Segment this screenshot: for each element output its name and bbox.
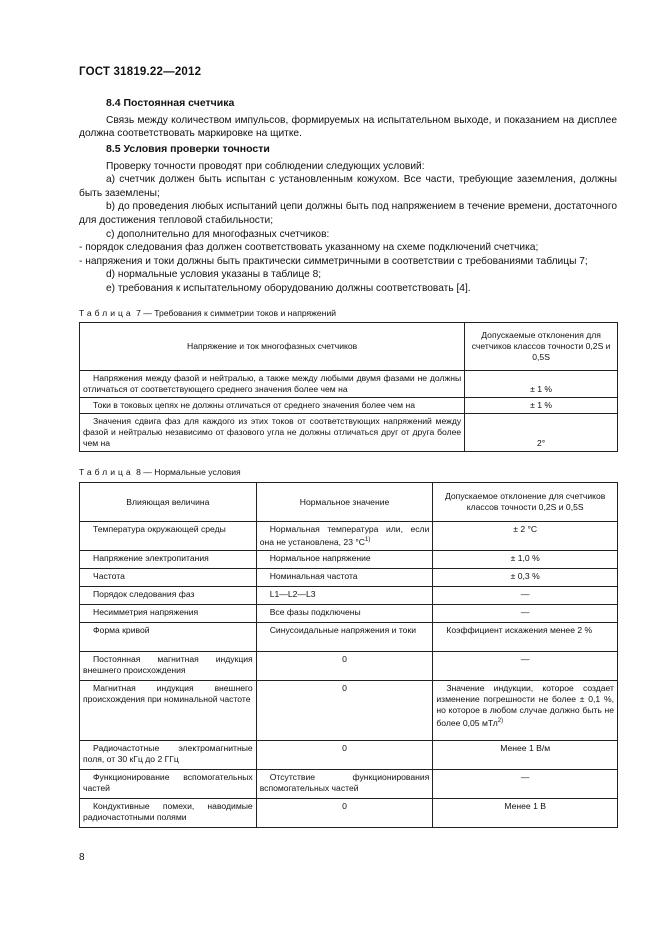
table-row [80,605,618,623]
table-cell: Кондуктивные помехи, наводимые радиочастотными полями [80,799,257,828]
table-cell: 2° [465,414,618,452]
document-header: ГОСТ 31819.22—2012 [79,66,202,78]
footnote-mark: 1) [365,537,371,543]
table-cell: Нормальное напряжение [256,551,433,569]
table-cell: — [433,587,618,605]
cell-text: Нормальная температура или, если она не установлена, 23 °С [259,524,430,547]
caption-text: 7 — Требования к симметрии токов и напряжений [136,308,337,318]
table-row [80,652,618,681]
table-7 [79,322,618,452]
table-cell: Магнитная индукция внешнего происхождения при номинальной частоте [80,681,257,741]
table-cell: Постоянная магнитная индукция внешнего происхождения [80,652,257,681]
table-cell: ± 0,3 % [433,569,618,587]
paragraph: Проверку точности проводят при соблюдении следующих условий: [106,160,425,172]
table-cell: Форма кривой [80,623,257,652]
table-cell: 0 [256,799,433,828]
caption-text: 8 — Нормальные условия [136,467,241,477]
table-cell: Коэффициент искажения менее 2 % [433,623,618,652]
table-cell: — [433,652,618,681]
table-cell: Синусоидальные напряжения и токи [256,623,433,652]
paragraph: c) дополнительно для многофазных счетчиков: [106,228,330,240]
table-cell: Значения сдвига фаз для каждого из этих токов от соответствующих напряжений между фазой и нейтралью независимо от фазового угла не должны отличаться друг от друга более чем на [80,414,465,452]
table-cell: 0 [256,681,433,741]
table8-header-2: Нормальное значение [256,483,433,522]
table-cell: Все фазы подключены [256,605,433,623]
table-cell [433,681,618,741]
table-cell: ± 1 % [465,371,618,398]
footnote-mark: 2) [497,718,504,724]
table7-caption [79,308,336,318]
table-cell: Частота [80,569,257,587]
table-row [80,681,618,741]
table-cell: 0 [256,741,433,770]
paragraph: - напряжения и токи должны быть практически симметричными в соответствии с требованиями таблицы 7; [79,255,588,267]
table8-header-1: Влияющая величина [80,483,257,522]
table-cell: Температура окружающей среды [80,522,257,551]
table-row [80,569,618,587]
table-cell: L1—L2—L3 [256,587,433,605]
table-cell: Несимметрия напряжения [80,605,257,623]
table-cell [256,522,433,551]
table-row [80,551,618,569]
page-number: 8 [79,852,85,863]
table7-header-2: Допускаемые отклонения для счетчиков классов точности 0,2S и 0,5S [465,323,618,371]
table-cell: Токи в токовых цепях не должны отличаться от среднего значения более чем на [80,398,465,414]
cell-text: Значение индукции, которое создает изменение погрешности не более ± 0,1 %, но которое в любом случае должно быть не более 0,05 мТл [436,683,614,728]
table7-header-1: Напряжение и ток многофазных счетчиков [80,323,465,371]
table8-header-3: Допускаемое отклонение для счетчиков классов точности 0,2S и 0,5S [433,483,618,522]
section-8-5 [79,143,617,296]
table-cell: Отсутствие функционирования вспомогательных частей [256,770,433,799]
section-8-4-title: 8.4 Постоянная счетчика [106,97,235,109]
table8-caption [79,467,241,477]
table-cell: ± 1 % [465,398,618,414]
table-cell: Номинальная частота [256,569,433,587]
table-cell: 0 [256,652,433,681]
paragraph: d) нормальные условия указаны в таблице 8; [106,269,322,281]
table-cell: Радиочастотные электромагнитные поля, от 30 кГц до 2 ГГц [80,741,257,770]
table-cell: Функционирование вспомогательных частей [80,770,257,799]
section-8-4-text: Связь между количеством импульсов, формируемых на испытательном выходе, и показанием на дисплее должна соответствовать маркировке на щитке. [79,114,617,140]
table-row [80,623,618,652]
table-cell: Напряжения между фазой и нейтралью, а также между любыми двумя фазами не должны отличаться от соответствующего среднего значения более чем на [80,371,465,398]
table-cell: — [433,605,618,623]
table-row [80,741,618,770]
table-cell: Менее 1 В/м [433,741,618,770]
table-row [80,587,618,605]
table-cell: ± 1,0 % [433,551,618,569]
paragraph: a) счетчик должен быть испытан с установленным кожухом. Все части, требующие заземления, должны быть заземлены; [79,174,617,199]
table-row [80,770,618,799]
table-row [80,799,618,828]
table-cell: Порядок следования фаз [80,587,257,605]
table-cell: Напряжение электропитания [80,551,257,569]
caption-label: Таблица [79,308,134,318]
caption-label: Таблица [79,467,134,477]
paragraph: b) до проведения любых испытаний цепи должны быть под напряжением в течение времени, достаточного для достижения тепловой стабильности; [79,201,617,226]
section-8-5-title: 8.5 Условия проверки точности [106,143,270,155]
section-8-4 [79,97,617,141]
table-8 [79,482,618,828]
table-cell: ± 2 °С [433,522,618,551]
table-row [80,522,618,551]
paragraph: - порядок следования фаз должен соответствовать указанному на схеме подключений счетчика; [79,242,539,254]
table-cell: Менее 1 В [433,799,618,828]
table-cell: — [433,770,618,799]
paragraph: e) требования к испытательному оборудованию должны соответствовать [4]. [106,282,471,294]
